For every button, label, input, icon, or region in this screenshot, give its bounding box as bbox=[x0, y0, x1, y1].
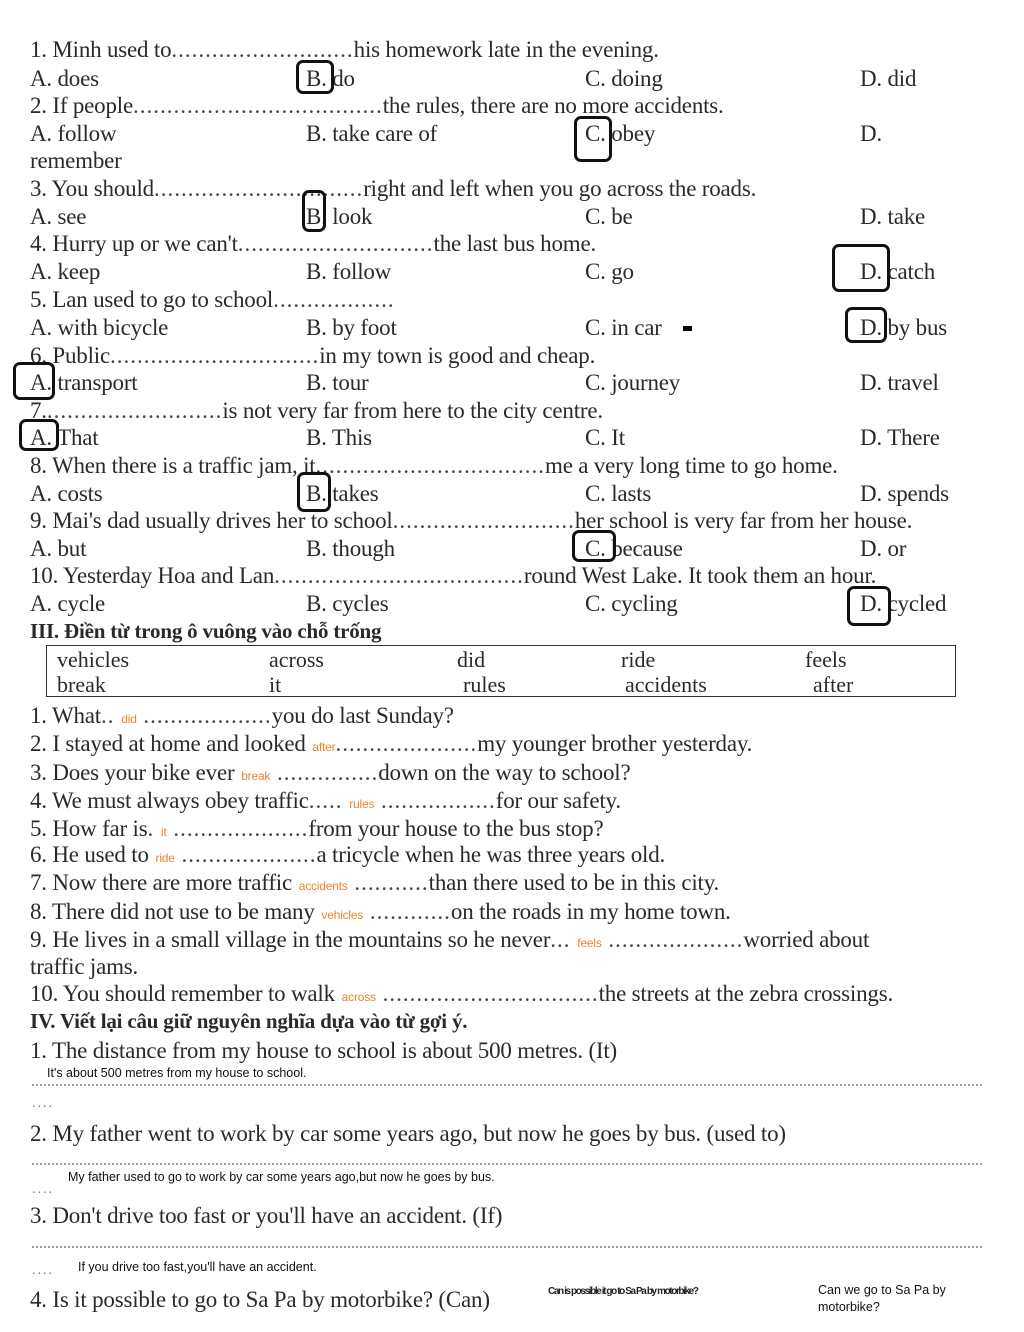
fill-answer[interactable]: ride bbox=[155, 851, 175, 865]
q2-option-c[interactable]: C. obey bbox=[585, 121, 656, 146]
question-10: 10. Yesterday Hoa and Lan.....................................round West Lake. It took them an hour. bbox=[30, 563, 877, 588]
question-8: 8. When there is a traffic jam, it..................................me a very long time to go home. bbox=[30, 453, 838, 478]
selected-answer-box-q5 bbox=[845, 307, 887, 343]
q4-option-b[interactable]: B. follow bbox=[306, 259, 392, 284]
question-7: 7...........................is not very far from here to the city centre. bbox=[30, 398, 603, 423]
selected-answer-box-q1 bbox=[296, 60, 334, 94]
q1-option-d[interactable]: D. did bbox=[860, 66, 917, 91]
short-dots: .... bbox=[32, 1263, 54, 1278]
fill-item-3: 3. Does your bike ever break ...............down on the way to school? bbox=[30, 760, 631, 785]
fill-item-7: 7. Now there are more traffic accidents ...........than there used to be in this city. bbox=[30, 870, 720, 895]
q6-option-c[interactable]: C. journey bbox=[585, 370, 681, 395]
q9-option-b[interactable]: B. though bbox=[306, 536, 395, 561]
q5-option-d[interactable]: D. by bus bbox=[860, 315, 948, 340]
q8-option-a[interactable]: A. costs bbox=[30, 481, 103, 506]
q7-option-a[interactable]: A. That bbox=[30, 425, 99, 450]
fill-answer[interactable]: rules bbox=[349, 797, 375, 811]
fill-item-6: 6. He used to ride ....................a tricycle when he was three years old. bbox=[30, 842, 666, 867]
q1-option-a[interactable]: A. does bbox=[30, 66, 99, 91]
q7-option-b[interactable]: B. This bbox=[306, 425, 372, 450]
fill-answer[interactable]: across bbox=[341, 990, 376, 1004]
word-box-item: rules bbox=[463, 672, 506, 697]
fill-item-5: 5. How far is. it ....................from your house to the bus stop? bbox=[30, 816, 604, 841]
fill-item-8: 8. There did not use to be many vehicles ............on the roads in my home town. bbox=[30, 899, 731, 924]
question-6: 6. Public...............................in my town is good and cheap. bbox=[30, 343, 596, 368]
q10-option-a[interactable]: A. cycle bbox=[30, 591, 106, 616]
section-4-title: IV. Viết lại câu giữ nguyên nghĩa dựa vào từ gợi ý. bbox=[30, 1009, 468, 1033]
fill-item-1: 1. What.. did ...................you do last Sunday? bbox=[30, 703, 454, 728]
q3-option-c[interactable]: C. be bbox=[585, 204, 633, 229]
q5-option-b[interactable]: B. by foot bbox=[306, 315, 397, 340]
selected-answer-box-q10 bbox=[847, 586, 891, 626]
fill-item-10: 10. You should remember to walk across ................................the streets at the zebra crossings. bbox=[30, 981, 894, 1006]
rewrite-answer-2[interactable]: My father used to go to work by car some years ago,but now he goes by bus. bbox=[68, 1170, 495, 1184]
q4-option-c[interactable]: C. go bbox=[585, 259, 634, 284]
question-2: 2. If people.....................................the rules, there are no more accidents. bbox=[30, 93, 724, 118]
question-4: 4. Hurry up or we can't.............................the last bus home. bbox=[30, 231, 597, 256]
rewrite-question-1: 1. The distance from my house to school is about 500 metres. (It) bbox=[30, 1038, 618, 1063]
q3-option-b[interactable]: B. look bbox=[306, 204, 373, 229]
q4-option-d[interactable]: D. catch bbox=[860, 259, 936, 284]
word-box-item: it bbox=[269, 672, 282, 697]
q6-option-d[interactable]: D. travel bbox=[860, 370, 939, 395]
selected-answer-box-q3 bbox=[302, 190, 326, 232]
question-1: 1. Minh used to...........................his homework late in the evening. bbox=[30, 37, 659, 62]
q3-option-a[interactable]: A. see bbox=[30, 204, 87, 229]
word-box bbox=[46, 645, 956, 697]
q9-option-a[interactable]: A. but bbox=[30, 536, 87, 561]
q1-option-c[interactable]: C. doing bbox=[585, 66, 663, 91]
q9-option-c[interactable]: C. because bbox=[585, 536, 683, 561]
fill-answer[interactable]: accidents bbox=[298, 879, 348, 893]
selected-answer-box-q7 bbox=[19, 419, 59, 451]
q8-option-c[interactable]: C. lasts bbox=[585, 481, 652, 506]
fill-answer[interactable]: after bbox=[312, 740, 336, 754]
word-box-item: feels bbox=[805, 647, 847, 672]
fill-answer[interactable]: did bbox=[121, 712, 137, 726]
word-box-item: break bbox=[57, 672, 106, 697]
q8-option-b[interactable]: B. takes bbox=[306, 481, 379, 506]
q10-option-b[interactable]: B. cycles bbox=[306, 591, 389, 616]
fill-item-4: 4. We must always obey traffic..... rules .................for our safety. bbox=[30, 788, 621, 813]
answer-dotted-line bbox=[32, 1084, 982, 1086]
q6-option-a[interactable]: A. transport bbox=[30, 370, 138, 395]
short-dots: .... bbox=[32, 1182, 54, 1197]
q7-option-c[interactable]: C. It bbox=[585, 425, 625, 450]
rewrite-answer-4[interactable]: Can we go to Sa Pa by motorbike? bbox=[818, 1283, 946, 1314]
rewrite-question-2: 2. My father went to work by car some years ago, but now he goes by bus. (used to) bbox=[30, 1121, 786, 1146]
q8-option-d[interactable]: D. spends bbox=[860, 481, 949, 506]
word-box-item: ride bbox=[621, 647, 656, 672]
rewrite-answer-1[interactable]: It's about 500 metres from my house to school. bbox=[47, 1066, 307, 1080]
fill-answer[interactable]: vehicles bbox=[321, 908, 364, 922]
q10-option-c[interactable]: C. cycling bbox=[585, 591, 678, 616]
fill-answer[interactable]: break bbox=[241, 769, 271, 783]
fill-item-2: 2. I stayed at home and looked after.....................my younger brother yesterday. bbox=[30, 731, 753, 756]
fill-answer[interactable]: feels bbox=[577, 936, 602, 950]
fill-item-9-wrap: traffic jams. bbox=[30, 954, 139, 979]
selected-answer-box-q4 bbox=[832, 244, 890, 292]
word-box-item: accidents bbox=[625, 672, 707, 697]
q2-option-b[interactable]: B. take care of bbox=[306, 121, 438, 146]
question-3: 3. You should...............................right and left when you go across the roads. bbox=[30, 176, 757, 201]
selected-answer-box-q9 bbox=[572, 530, 616, 562]
rewrite-answer-3[interactable]: If you drive too fast,you'll have an accident. bbox=[78, 1260, 317, 1274]
stray-dash-mark bbox=[683, 326, 692, 331]
q9-option-d[interactable]: D. or bbox=[860, 536, 907, 561]
q1-option-b[interactable]: B. do bbox=[306, 66, 355, 91]
q4-option-a[interactable]: A. keep bbox=[30, 259, 101, 284]
answer-dotted-line bbox=[32, 1163, 982, 1165]
overlapping-answer-text: Can is possible it go to Sa Pa by motorbike? bbox=[548, 1286, 698, 1297]
word-box-item: after bbox=[813, 672, 854, 697]
word-box-item: did bbox=[457, 647, 486, 672]
word-box-item: vehicles bbox=[57, 647, 130, 672]
rewrite-question-4: 4. Is it possible to go to Sa Pa by motorbike? (Can) bbox=[30, 1287, 490, 1312]
q5-option-a[interactable]: A. with bicycle bbox=[30, 315, 169, 340]
q7-option-d[interactable]: D. There bbox=[860, 425, 940, 450]
answer-dotted-line bbox=[32, 1246, 982, 1248]
q2-option-a[interactable]: A. follow bbox=[30, 121, 117, 146]
section-3-title: III. Điền từ trong ô vuông vào chỗ trống bbox=[30, 619, 382, 643]
q2-option-d-wrap: remember bbox=[30, 148, 122, 173]
rewrite-question-3: 3. Don't drive too fast or you'll have an accident. (If) bbox=[30, 1203, 503, 1228]
selected-answer-box-q6 bbox=[13, 362, 55, 400]
selected-answer-box-q2 bbox=[574, 116, 612, 162]
word-box-item: across bbox=[269, 647, 324, 672]
q5-option-c[interactable]: C. in car bbox=[585, 315, 662, 340]
short-dots: .... bbox=[32, 1096, 54, 1111]
q10-option-d[interactable]: D. cycled bbox=[860, 591, 947, 616]
question-9: 9. Mai's dad usually drives her to school...........................her school is very far from her house. bbox=[30, 508, 913, 533]
fill-item-9: 9. He lives in a small village in the mountains so he never... feels ....................worried about bbox=[30, 927, 870, 952]
fill-answer[interactable]: it bbox=[161, 825, 167, 839]
question-5: 5. Lan used to go to school.................. bbox=[30, 287, 395, 312]
q2-option-d[interactable]: D. bbox=[860, 121, 882, 146]
q3-option-d[interactable]: D. take bbox=[860, 204, 926, 229]
selected-answer-box-q8 bbox=[297, 472, 331, 512]
q6-option-b[interactable]: B. tour bbox=[306, 370, 369, 395]
